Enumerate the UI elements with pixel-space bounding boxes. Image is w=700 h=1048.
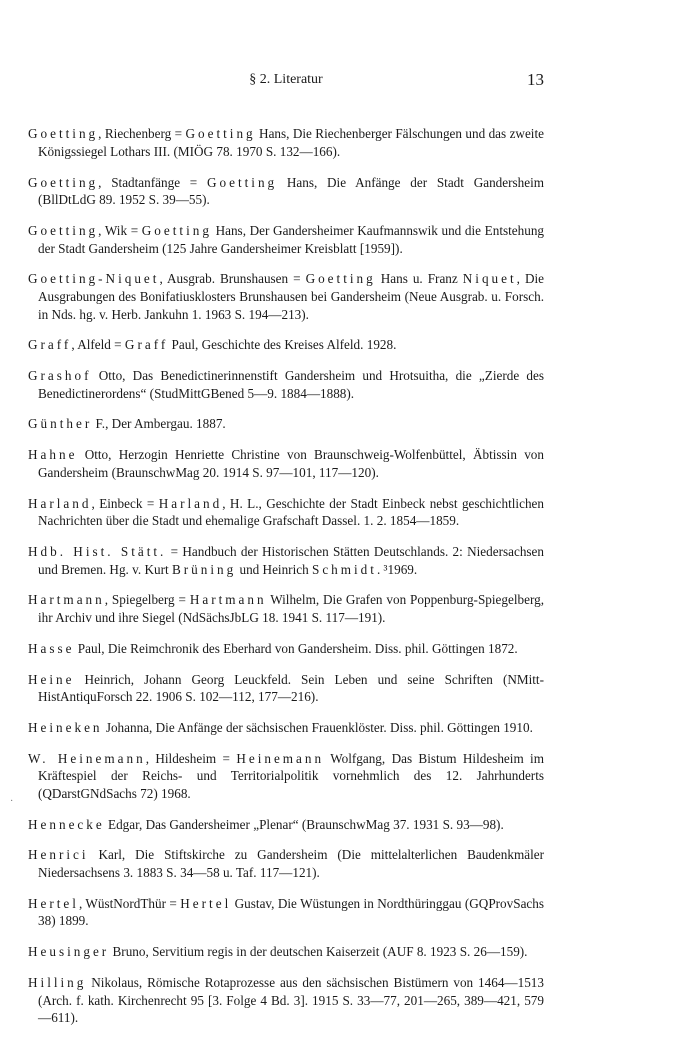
bibliography-list <box>28 112 544 1031</box>
entry-author: Graff <box>28 337 72 353</box>
bibliography-entry <box>28 125 544 160</box>
entry-text: Heinrich, Johann Georg Leuckfeld. Sein Leben und seine Schriften (NMitt-HistAntiquForsch 22. 1906 S. 102—112, 177—216). <box>38 671 544 705</box>
entry-text: Hans u. Franz <box>375 271 463 287</box>
entry-text: Wilhelm, Die Grafen von Poppenburg-Spiegelberg, ihr Archiv und ihre Siegel (NdSächsJbLG 18. 1941 S. 117—191). <box>38 592 544 625</box>
entry-author: Grashof <box>28 368 92 384</box>
entry-text: Wolfgang, Das Bistum Hildesheim im Kräftespiel der Reichs- und Territorialpolitik vornehmlich des 12. Jahrhunderts (QDarstGNdSachs 72) 1968. <box>38 750 544 801</box>
entry-text: F., Der Ambergau. 1887. <box>92 416 226 432</box>
entry-author: Brüning <box>171 561 237 577</box>
bibliography-entry <box>28 495 544 530</box>
entry-text: Gustav, Die Wüstungen in Nordthüringgau (GQProvSachs 38) 1899. <box>38 895 545 929</box>
bibliography-entry <box>28 671 544 706</box>
entry-author: Goetting-Niquet <box>28 271 160 287</box>
entry-text: , Ausgrab. Brunshausen = <box>159 271 306 287</box>
entry-author: Goetting <box>141 222 212 238</box>
entry-author: Heinemann <box>236 750 325 766</box>
entry-author: Goetting <box>28 126 99 142</box>
bibliography-entry <box>28 336 544 354</box>
entry-author: Hdb. Hist. Stätt. <box>28 543 167 559</box>
page-header <box>28 70 544 92</box>
bibliography-entry <box>28 543 544 578</box>
entry-author: Goetting <box>28 222 99 238</box>
bibliography-entry <box>28 174 544 209</box>
bibliography-entry <box>28 270 544 323</box>
entry-text: Paul, Geschichte des Kreises Alfeld. 1928. <box>168 337 397 353</box>
entry-text: Karl, Die Stiftskirche zu Gandersheim (Die mittelalterlichen Baudenkmäler Niedersachsens 3. 1883 S. 34—58 u. Taf. 117—121). <box>38 847 544 880</box>
entry-author: Hartmann <box>28 592 105 608</box>
entry-text: , H. L., Geschichte der Stadt Einbeck nebst geschichtlichen Nachrichten über die Stadt und ehemalige Grafschaft Dassel. 1. 2. 1854—1859. <box>38 495 544 529</box>
entry-text: , Einbeck = <box>91 495 159 511</box>
bibliography-entry <box>28 367 544 402</box>
entry-author: Heine <box>28 671 75 687</box>
entry-text: , Alfeld = <box>71 337 125 353</box>
entry-text: Hans, Die Anfänge der Stadt Gandersheim (BllDtLdG 89. 1952 S. 39—55). <box>38 174 545 208</box>
entry-author: Hahne <box>28 447 78 463</box>
entry-text: , Riechenberg = <box>98 126 186 142</box>
running-head: § 2. Literatur <box>249 72 323 87</box>
bibliography-entry <box>28 591 544 626</box>
entry-author: Hertel <box>28 895 79 911</box>
entry-text: . ³1969. <box>376 561 418 577</box>
entry-author: Hilling <box>28 974 87 990</box>
bibliography-entry <box>28 719 544 737</box>
bibliography-entry <box>28 750 544 803</box>
bibliography-entry <box>28 895 544 930</box>
bibliography-entry <box>28 943 544 961</box>
entry-author: Goetting <box>206 174 278 190</box>
entry-author: Hennecke <box>28 816 105 832</box>
bibliography-entry <box>28 415 544 433</box>
entry-author: Harland <box>158 495 223 511</box>
bibliography-entry <box>28 974 544 1027</box>
entry-text: Edgar, Das Gandersheimer „Plenar“ (BraunschwMag 37. 1931 S. 93—98). <box>104 816 504 832</box>
entry-author: Hasse <box>28 640 75 656</box>
entry-text: Otto, Das Benedictinerinnenstift Gandersheim und Hrotsuitha, die „Zierde des Benedictinerordens“ (StudMittGBened 5—9. 1884—1888). <box>38 368 544 401</box>
entry-author: Schmidt <box>311 561 377 577</box>
entry-text: , Wik = <box>98 222 142 238</box>
bibliography-entry <box>28 846 544 881</box>
entry-author: W. Heinemann <box>28 750 146 766</box>
entry-text: Hans, Der Gandersheimer Kaufmannswik und die Entstehung der Stadt Gandersheim (125 Jahre Gandersheimer Kreisblatt [1959]). <box>38 222 545 256</box>
entry-author: Hertel <box>180 895 232 911</box>
entry-text: , WüstNordThür = <box>78 895 181 911</box>
entry-text: Hans, Die Riechenberger Fälschungen und das zweite Königssiegel Lothars III. (MIÖG 78. 1970 S. 132—166). <box>38 126 544 159</box>
entry-text: Paul, Die Reimchronik des Eberhard von Gandersheim. Diss. phil. Göttingen 1872. <box>74 640 518 656</box>
entry-text: , Stadtanfänge = <box>98 174 207 190</box>
bibliography-entry <box>28 446 544 481</box>
entry-author: Günther <box>28 416 93 432</box>
entry-text: und Heinrich <box>236 561 312 577</box>
entry-author: Henrici <box>28 847 89 863</box>
entry-text: , Spiegelberg = <box>104 592 190 608</box>
entry-author: Heineken <box>28 719 103 735</box>
bibliography-entry <box>28 640 544 658</box>
entry-text: , Die Ausgrabungen des Bonifatiusklosters Brunshausen bei Gandersheim (Neue Ausgrab. u. Forsch. in Nds. hg. v. Herb. Jankuhn 1. 1963 S. 194—213). <box>38 271 544 322</box>
bibliography-entry <box>28 816 544 834</box>
page-number: 13 <box>527 70 544 89</box>
entry-text: , Hildesheim = <box>145 750 237 766</box>
entry-text: Nikolaus, Römische Rotaprozesse aus den sächsischen Bistümern von 1464—1513 (Arch. f. kath. Kirchenrecht 95 [3. Folge 4 Bd. 3]. 1915 S. 33—77, 201—265, 389—421, 579—611). <box>38 974 544 1026</box>
entry-author: Harland <box>28 495 92 511</box>
entry-author: Graff <box>124 337 169 353</box>
entry-author: Goetting <box>305 271 376 287</box>
entry-author: Goetting <box>185 126 256 142</box>
entry-author: Hartmann <box>189 592 267 608</box>
entry-text: Bruno, Servitium regis in der deutschen Kaiserzeit (AUF 8. 1923 S. 26—159). <box>109 944 528 960</box>
margin-mark: · <box>10 796 14 807</box>
entry-text: = Handbuch der Historischen Stätten Deutschlands. 2: Niedersachsen und Bremen. Hg. v. Kurt <box>38 543 544 577</box>
entry-text: Otto, Herzogin Henriette Christine von Braunschweig-Wolfenbüttel, Äbtissin von Gandersheim (BraunschwMag 20. 1914 S. 97—101, 117—120). <box>38 447 544 480</box>
entry-author: Niquet <box>462 271 517 287</box>
entry-author: Heusinger <box>28 944 110 960</box>
entry-text: Johanna, Die Anfänge der sächsischen Frauenklöster. Diss. phil. Göttingen 1910. <box>102 719 533 735</box>
entry-author: Goetting <box>28 174 99 190</box>
bibliography-entry <box>28 222 544 257</box>
